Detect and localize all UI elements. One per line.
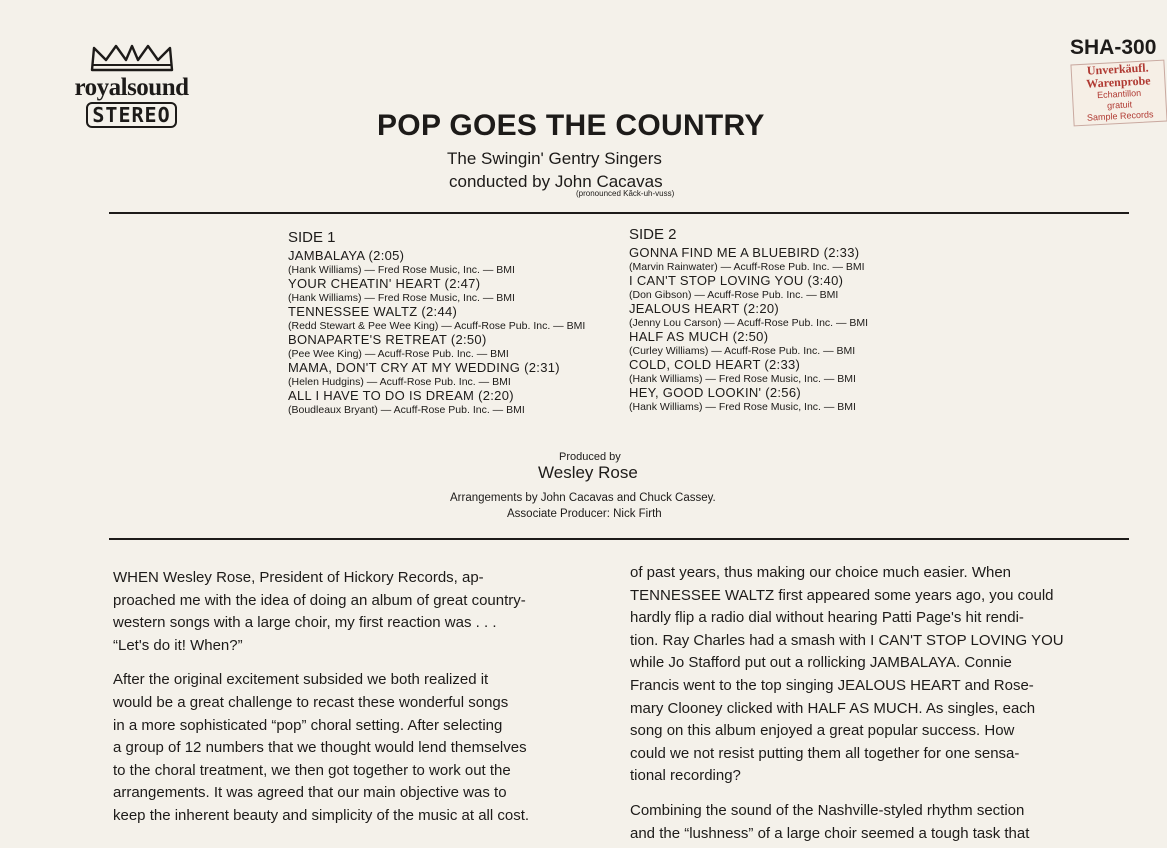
producer-name: Wesley Rose (538, 463, 638, 482)
notes-line: while Jo Stafford put out a rollicking JAMBALAYA. Connie (630, 654, 1012, 672)
liner-notes-left (113, 567, 529, 828)
bottom-divider (109, 538, 1129, 540)
notes-line: of past years, thus making our choice much easier. When (630, 564, 1012, 581)
track-credit: (Redd Stewart & Pee Wee King) — Acuff-Rose Pub. Inc. — BMI (288, 320, 586, 332)
track-item (629, 246, 868, 274)
notes-line: proached me with the idea of doing an album of great country- (113, 591, 526, 609)
side-1-tracklist (288, 229, 585, 417)
track-title: MAMA, DON'T CRY AT MY WEDDING (2:31) (288, 360, 560, 375)
track-item (629, 358, 868, 386)
track-item (629, 330, 868, 358)
track-title: HALF AS MUCH (2:50) (629, 329, 769, 344)
track-title: YOUR CHEATIN' HEART (2:47) (288, 276, 481, 291)
track-credit: (Marvin Rainwater) — Acuff-Rose Pub. Inc. — BMI (629, 261, 865, 273)
track-credit: (Curley Williams) — Acuff-Rose Pub. Inc. — BMI (629, 345, 856, 357)
notes-line: Combining the sound of the Nashville-styled rhythm section (630, 801, 1025, 819)
arrangements-credit: Arrangements by John Cacavas and Chuck Cassey. (450, 492, 716, 504)
catalog-number: SHA-300 (1070, 36, 1157, 59)
track-item (288, 277, 585, 305)
track-item (288, 333, 585, 361)
notes-line: TENNESSEE WALTZ first appeared some years ago, you could (630, 586, 1054, 604)
notes-line: song on this album enjoyed a great popular success. How (630, 722, 1015, 740)
crown-icon (89, 42, 175, 74)
track-item (288, 361, 585, 389)
track-item (288, 249, 585, 277)
notes-line: WHEN Wesley Rose, President of Hickory Records, ap- (113, 569, 484, 586)
notes-line: could we not resist putting them all together for one sensa- (630, 744, 1020, 762)
notes-line: a group of 12 numbers that we thought would lend themselves (113, 739, 527, 757)
track-credit: (Hank Williams) — Fred Rose Music, Inc. — BMI (629, 373, 856, 385)
side-2-tracklist (629, 226, 868, 414)
notes-line: Francis went to the top singing JEALOUS HEART and Rose- (630, 676, 1034, 694)
track-item (288, 305, 585, 333)
track-title: TENNESSEE WALTZ (2:44) (288, 304, 458, 319)
brand-name: royalsound (74, 74, 189, 101)
side-2-heading: SIDE 2 (629, 226, 677, 243)
side-1-heading: SIDE 1 (288, 229, 336, 246)
track-credit: (Don Gibson) — Acuff-Rose Pub. Inc. — BMI (629, 289, 839, 301)
track-credit: (Hank Williams) — Fred Rose Music, Inc. — BMI (288, 292, 515, 304)
track-credit: (Boudleaux Bryant) — Acuff-Rose Pub. Inc. — BMI (288, 404, 525, 416)
stereo-badge: STEREO (86, 102, 176, 128)
notes-line: tional recording? (630, 767, 741, 785)
liner-notes-right (630, 562, 1064, 845)
track-credit: (Hank Williams) — Fred Rose Music, Inc. — BMI (288, 264, 515, 276)
top-divider (109, 212, 1129, 214)
track-title: COLD, COLD HEART (2:33) (629, 357, 801, 372)
notes-line: in a more sophisticated “pop” choral setting. After selecting (113, 716, 503, 734)
track-title: GONNA FIND ME A BLUEBIRD (2:33) (629, 245, 860, 260)
notes-line: to the choral treatment, we then got together to work out the (113, 761, 511, 779)
sticker-line-4: gratuit (1106, 99, 1133, 111)
track-credit: (Pee Wee King) — Acuff-Rose Pub. Inc. — BMI (288, 348, 509, 360)
album-title: POP GOES THE COUNTRY (377, 109, 765, 142)
pronunciation-note: (pronounced Kăck-uh-vuss) (576, 189, 675, 198)
track-title: JAMBALAYA (2:05) (288, 248, 405, 263)
track-item (629, 386, 868, 414)
produced-by-label: Produced by (559, 451, 621, 463)
track-title: BONAPARTE'S RETREAT (2:50) (288, 332, 487, 347)
notes-line: keep the inherent beauty and simplicity of the music at all cost. (113, 806, 530, 824)
track-credit: (Hank Williams) — Fred Rose Music, Inc. — BMI (629, 401, 856, 413)
sticker-line-1: Unverkäufl. (1086, 60, 1149, 78)
notes-line: tion. Ray Charles had a smash with I CAN'T STOP LOVING YOU (630, 631, 1064, 649)
notes-line: “Let's do it! When?” (113, 636, 243, 654)
track-title: ALL I HAVE TO DO IS DREAM (2:20) (288, 388, 514, 403)
track-item (288, 389, 585, 417)
track-credit: (Jenny Lou Carson) — Acuff-Rose Pub. Inc. — BMI (629, 317, 869, 329)
notes-line: would be a great challenge to recast these wonderful songs (113, 693, 509, 711)
notes-line: arrangements. It was agreed that our main objective was to (113, 784, 507, 802)
notes-line: mary Clooney clicked with HALF AS MUCH. As singles, each (630, 699, 1036, 717)
sticker-line-2: Warenprobe (1085, 73, 1151, 91)
notes-line: hardly flip a radio dial without hearing Patti Page's hit rendi- (630, 609, 1024, 627)
conductor-line: conducted by John Cacavas (449, 172, 663, 191)
sticker-line-3: Echantillon (1096, 87, 1142, 101)
track-title: HEY, GOOD LOOKIN' (2:56) (629, 385, 801, 400)
associate-producer-credit: Associate Producer: Nick Firth (507, 508, 662, 520)
notes-line: After the original excitement subsided we both realized it (113, 671, 489, 689)
notes-line: and the “lushness” of a large choir seemed a tough task that (630, 824, 1030, 842)
track-title: I CAN'T STOP LOVING YOU (3:40) (629, 273, 844, 288)
notes-line: western songs with a large choir, my first reaction was . . . (113, 614, 497, 632)
track-item (629, 302, 868, 330)
royal-sound-logo (64, 42, 199, 128)
sample-record-sticker (1070, 60, 1167, 127)
track-item (629, 274, 868, 302)
artist-name: The Swingin' Gentry Singers (447, 149, 662, 168)
track-credit: (Helen Hudgins) — Acuff-Rose Pub. Inc. — BMI (288, 376, 511, 388)
track-title: JEALOUS HEART (2:20) (629, 301, 780, 316)
sticker-line-5: Sample Records (1086, 109, 1154, 123)
